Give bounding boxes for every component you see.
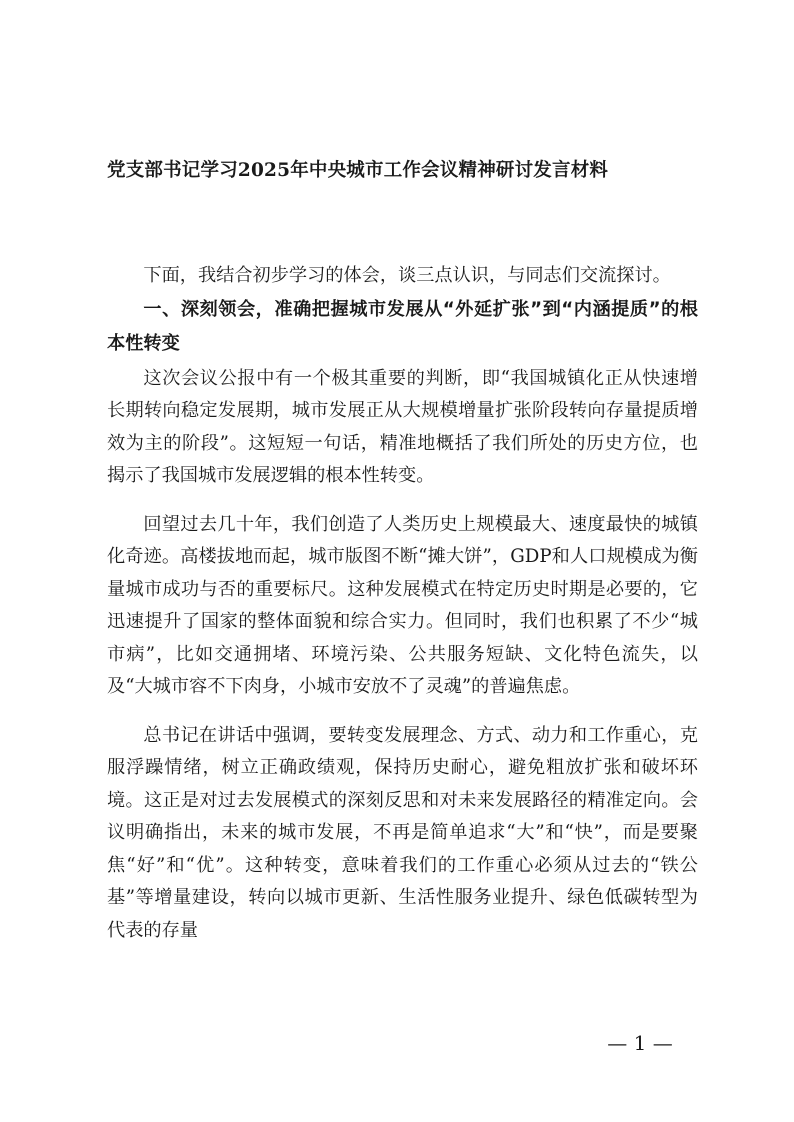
intro-paragraph: 下面，我结合初步学习的体会，谈三点认识，与同志们交流探讨。 [143, 265, 671, 286]
body-paragraph-3: 总书记在讲话中强调，要转变发展理念、方式、动力和工作重心，克服浮躁情绪，树立正确政绩观，保持历史耐心，避免粗放扩张和破坏环境。这正是对过去发展模式的深刻反思和对未来发展路径的精准定向。会议明确指出，未来的城市发展，不再是简单追求“大”和“快”，而是要聚焦“好”和“优”。这种转变，意味着我们的工作重心必须从过去的“铁公基”等增量建设，转向以城市更新、生活性服务业提升、绿色低碳转型为代表的存量 [107, 724, 698, 941]
body-paragraph-1: 这次会议公报中有一个极其重要的判断，即“我国城镇化正从快速增长期转向稳定发展期，城市发展正从大规模增量扩张阶段转向存量提质增效为主的阶段”。这短短一句话，精准地概括了我们所处的历史方位，也揭示了我国城市发展逻辑的根本性转变。 [107, 367, 698, 486]
document-title: 党支部书记学习2025年中央城市工作会议精神研讨发言材料 [107, 160, 609, 181]
page-number: — 1 — [607, 1031, 673, 1055]
section-heading-1: 一、深刻领会，准确把握城市发展从“外延扩张”到“内涵提质”的根本性转变 [107, 298, 698, 354]
body-paragraph-2: 回望过去几十年，我们创造了人类历史上规模最大、速度最快的城镇化奇迹。高楼拔地而起，城市版图不断“摊大饼”，GDP和人口规模成为衡量城市成功与否的重要标尺。这种发展模式在特定历史时期是必要的，它迅速提升了国家的整体面貌和综合实力。但同时，我们也积累了不少“城市病”，比如交通拥堵、环境污染、公共服务短缺、文化特色流失，以及“大城市容不下肉身，小城市安放不了灵魂”的普遍焦虑。 [107, 513, 698, 697]
document-body [107, 260, 698, 947]
